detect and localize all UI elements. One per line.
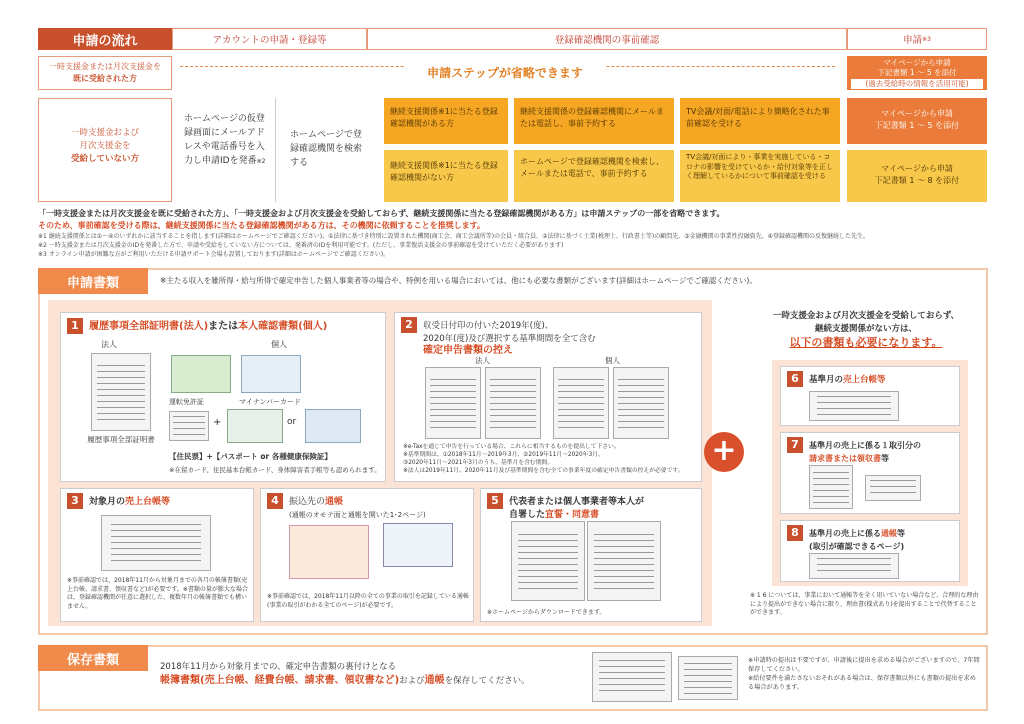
insurance-image	[305, 409, 361, 443]
docs-title: 申請書類	[38, 268, 148, 294]
a2: 継続支援関係の登録確認機関にメールまたは電話し、事前予約する	[514, 98, 674, 144]
tax-form-1	[425, 367, 481, 439]
keep-invoice	[678, 656, 738, 700]
cert-image	[91, 353, 151, 431]
hp-register: ホームページの仮登録画面にメールアドレスや電話番号を入力し申請IDを発番※2	[176, 98, 276, 202]
passbook-cover	[383, 523, 453, 567]
keep-notes: ※申請時の提出は不要ですが、申請後に提出を求める場合がございますので、7年間保存してください。 ※給付要件を満たさないおそれがある場合は、保存書類以外にも書類の提出を求める場合があります。	[748, 657, 980, 691]
step-account: アカウントの申請・登録等	[172, 28, 367, 50]
notes: 「一時支援金または月次支援金を既に受給された方」、「一時支援金および月次支援金を受給しておらず、継続支援関係に当たる登録確認機関がある方」は申請ステップの一部を省略できます。 そのため、事前確認を受ける際は、継続支援関係に当たる登録確認機関がある方は、その機関に依頼することを推奨します。 ※1 継続支援関係とは①～④のいずれかに該当することを指します(詳細はホームページでご確認ください)。①法律に基づき特別に設置された機関(商工会、商工会議所等)の会員・組合員、②法律に基づく士業(税理士、行政書士等)の顧問先、③金融機関の事業性投融資先、④登録確認機関の反復継続した先生。 ※2 一時支援金または月次支援金のIDを発番した方で、申請や受給をしていない方については、発番済のIDを利用可能です。(ただし、事業復活支援金の事前確認を受けていただく必要があります) ※3 オンライン申請が困難な方がご利用いただける申請サポート会場も設置しております(詳細はホームページでご確認ください)。	[38, 209, 869, 258]
skip-text: 申請ステップが省略できます	[405, 64, 605, 81]
passport-image	[227, 409, 283, 443]
license-image	[171, 355, 231, 393]
plus-icon: +	[704, 432, 744, 472]
doc1-card: 1 履歴事項全部証明書(法人)または本人確認書類(個人) 法人 個人 履歴事項全部証明書 運転免許証 マイナンバーカード + or 【住民票】+【パスポート or 各種健康保険証】 ※在留カード、住民基本台帳カード、身体障害者手帳等も認められます。	[60, 312, 386, 482]
doc2-card: 2 収受日付印の付いた2019年(度)、 2020年(度)及び選択する基準期間を全て含む 確定申告書類の控え 法人 個人 ※e-Taxを通じて申告を行っている場合、これらに相当するものを提出して下さい。 ※基準期間は、①2018年11月～2019年3月、②2019年11月～2020年3月、 ③2020年11月～2021年3月のうち、基準月を含む期間。 ※法人は2019年11月、2020年11月及び基準期間を含む全ての事業年度の確定申告書類の控えが必要です。	[394, 312, 702, 482]
tax-form-4	[613, 367, 669, 439]
passbook-image	[289, 525, 369, 579]
step-apply: 申請 ※3	[847, 28, 987, 50]
a3: TV会議/対面/電話により簡略化された事前確認を受ける	[680, 98, 840, 144]
row2-label: 一時支援金および 月次支援金を 受給していない方	[38, 98, 172, 202]
doc3-card: 3 対象月の売上台帳等 ※事前確認では、2018年11月から対象月までの各月の帳簿書類(売上台帳、請求書、領収書など)が必要です。※書類の量が膨大な場合は、登録確認機関が任意に選択した、複数年月の帳簿書類でも構いません。	[60, 488, 254, 622]
receipt	[865, 475, 921, 501]
invoice	[809, 465, 853, 509]
search-step: ホームページで登録確認機関を検索する	[290, 130, 363, 168]
passbook8	[809, 553, 899, 579]
step-confirm: 登録確認機関の事前確認	[367, 28, 847, 50]
pledge-form	[511, 521, 585, 601]
keep-text: 2018年11月から対象月までの、確定申告書類の裏付けとなる 帳簿書類(売上台帳、経費台帳、請求書、領収書など)および通帳を保存してください。	[160, 662, 530, 686]
row1-apply: マイページから申請 下記書類 1 ～ 5 を添付 (過去受給時の情報を活用可能)	[847, 56, 987, 90]
b1: 継続支援関係※1に当たる登録確認機関がない方	[384, 150, 508, 202]
flow-title: 申請の流れ	[38, 28, 172, 50]
keep-title: 保存書類	[38, 645, 148, 671]
keep-ledger	[592, 652, 672, 702]
mynumber-image	[241, 355, 301, 393]
doc6-card: 6 基準月の売上台帳等	[780, 366, 960, 426]
extra-header: 一時支援金および月次支援金を受給しておらず、 継続支援関係がない方は、 以下の書類も必要になります。	[772, 311, 960, 349]
b4: マイページから申請 下記書類 1 ～ 8 を添付	[847, 150, 987, 202]
b2: ホームページで登録確認機関を検索し、メールまたは電話で、事前予約する	[514, 150, 674, 202]
doc7-card: 7 基準月の売上に係る１取引分の 請求書または領収書等	[780, 432, 960, 514]
b3: TV会議/対面により・事業を実施している・コロナの影響を受けているか・給付対象等を正しく理解しているかについて事前確認を受ける	[680, 150, 840, 202]
row1-label: 一時支援金または月次支援金を 既に受給された方	[38, 56, 172, 90]
tax-form-2	[485, 367, 541, 439]
ledger-image	[101, 515, 211, 571]
extra-note: ※ 1 6 については、事業において通帳等を全く用いていない場合など、合理的な理由により提出ができない場合に限り、理由書(様式あり)を提出することで代替することができます。	[750, 592, 979, 616]
doc8-card: 8 基準月の売上に係る通帳等 (取引が確認できるページ)	[780, 520, 960, 582]
doc4-card: 4 振込先の通帳 (通帳のオモテ面と通帳を開いた1･2ページ) ※事前確認では、2018年11月以降の全ての事業の取引を記録している通帳(事業の取引がわかる全てのページ)が必要です。	[260, 488, 474, 622]
tax-form-3	[553, 367, 609, 439]
a1: 継続支援関係※1に当たる登録確認機関がある方	[384, 98, 508, 144]
a4: マイページから申請 下記書類 1 ～ 5 を添付	[847, 98, 987, 144]
docs-intro: ※主たる収入を雑所得・給与所得で確定申告した個人事業者等の場合や、特例を用いる場合においては、他にも必要な書類がございます(詳細はホームページでご確認ください)。	[160, 276, 757, 285]
ledger6	[809, 391, 899, 421]
doc5-card: 5 代表者または個人事業者等本人が 自署した宣誓・同意書 ※ホームページからダウンロードできます。	[480, 488, 702, 622]
pledge-form-2	[587, 521, 661, 601]
juminhyo-image	[169, 411, 209, 441]
